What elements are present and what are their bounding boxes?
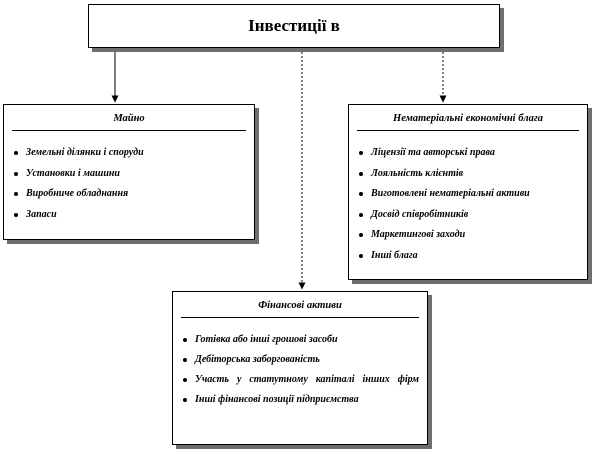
financial-list xyxy=(173,330,427,410)
bullet-icon xyxy=(14,172,18,176)
list-item: Досвід співробітників xyxy=(359,205,587,226)
list-item: Готівка або інші грошові засоби xyxy=(183,330,419,350)
property-title: Майно xyxy=(12,113,246,131)
list-item: Маркетингові заходи xyxy=(359,225,587,246)
list-item: Виробниче обладнання xyxy=(14,184,254,205)
financial-title: Фінансові активи xyxy=(181,300,419,318)
list-item: Інші блага xyxy=(359,246,587,267)
bullet-icon xyxy=(183,338,187,342)
bullet-icon xyxy=(183,398,187,402)
financial-box xyxy=(172,291,428,445)
property-box xyxy=(3,104,255,240)
list-item: Запаси xyxy=(14,205,254,226)
bullet-icon xyxy=(359,172,363,176)
list-item: Ліцензії та авторські права xyxy=(359,143,587,164)
list-item: Дебіторська заборгованість xyxy=(183,350,419,370)
bullet-icon xyxy=(359,233,363,237)
bullet-icon xyxy=(359,151,363,155)
root-box xyxy=(88,4,500,48)
bullet-icon xyxy=(359,254,363,258)
root-title: Інвестиції в xyxy=(248,16,340,35)
bullet-icon xyxy=(14,213,18,217)
list-item: Участь у статутному капіталі інших фірм xyxy=(183,370,419,390)
list-item: Лояльність клієнтів xyxy=(359,164,587,185)
list-item: Установки і машини xyxy=(14,164,254,185)
list-item: Інші фінансові позиції підприємства xyxy=(183,390,419,410)
bullet-icon xyxy=(359,213,363,217)
property-list xyxy=(4,143,254,225)
intangible-title: Нематеріальні економічні блага xyxy=(357,113,579,131)
bullet-icon xyxy=(14,151,18,155)
intangible-box xyxy=(348,104,588,280)
intangible-list xyxy=(349,143,587,266)
list-item: Земельні ділянки і споруди xyxy=(14,143,254,164)
bullet-icon xyxy=(14,192,18,196)
bullet-icon xyxy=(359,192,363,196)
list-item: Виготовлені нематеріальні активи xyxy=(359,184,587,205)
bullet-icon xyxy=(183,358,187,362)
bullet-icon xyxy=(183,378,187,382)
